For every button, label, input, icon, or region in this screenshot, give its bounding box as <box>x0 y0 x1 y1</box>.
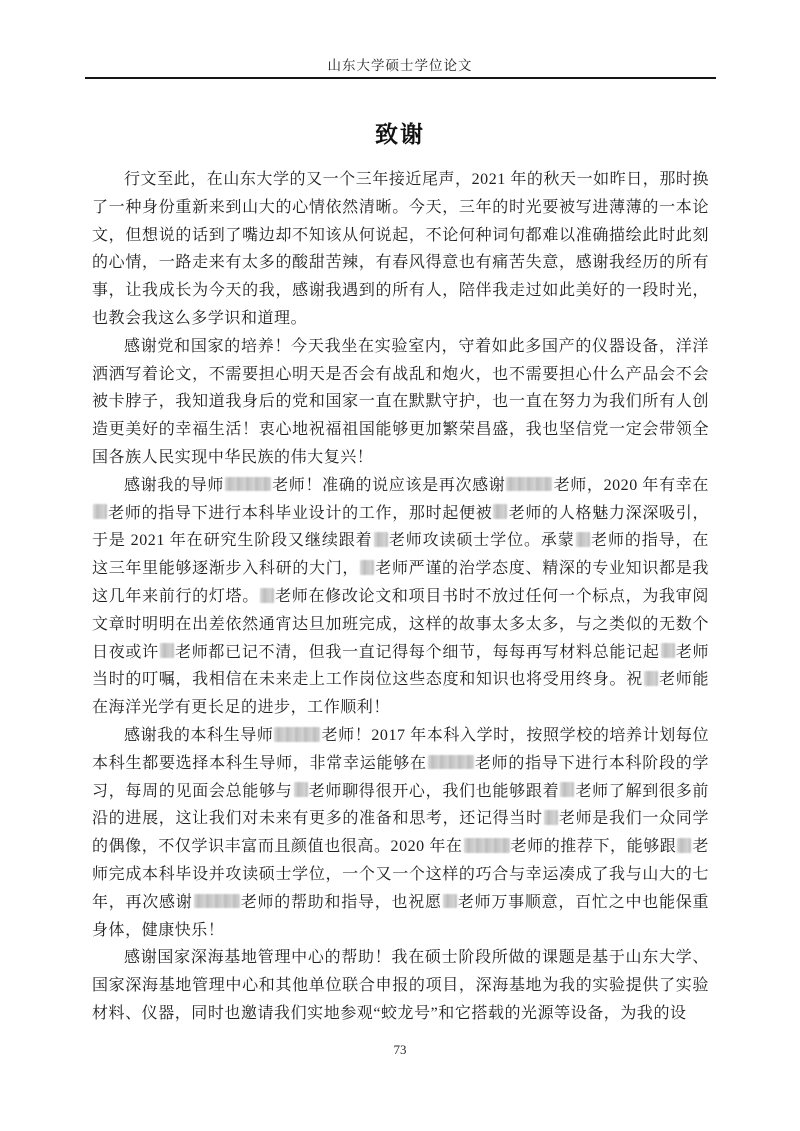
page-number: 73 <box>393 1042 407 1057</box>
page-title: 致谢 <box>375 122 425 147</box>
redacted-name <box>443 894 457 909</box>
redacted-name <box>194 894 240 909</box>
paragraph: 感谢我的导师 老师！准确的说应该是再次感谢 老师，2020 年有幸在老师的指导下进行本科毕业设计的工作，那时起便被 老师的人格魅力深深吸引，于是 2021 年在研究生阶段又继续跟着 老师攻读硕士学位。承蒙 老师的指导，在这三年里能够逐渐步入科研的大门， 老师严谨的治学态度、精深的专业知识都是我这几年来前行的灯塔。 老师在修改论文和项目书时不放过任何一个标点，为我审阅文章时明明在出差依然通宵达旦加班完成，这样的故事太多太多，与之类似的无数个日夜或许 老师都已记不清，但我一直记得每个细节，每每再写材料总能记起 老师当时的叮嘱，我相信在未来走上工作岗位这些态度和知识也将受用终身。祝 老师能在海洋光学有更长足的进步，工作顺利！ <box>92 476 709 717</box>
redacted-name <box>644 671 658 686</box>
redacted-name <box>428 755 474 770</box>
redacted-name <box>294 782 308 797</box>
redacted-name <box>544 810 558 825</box>
paragraph: 行文至此，在山东大学的又一个三年接近尾声，2021 年的秋天一如昨日，那时换了一种身份重新来到山大的心情依然清晰。今天，三年的时光要被写进薄薄的一本论文，但想说的话到了嘴边却不知该从何说起，不论何种词句都难以准确描绘此时此刻的心情，一路走来有太多的酸甜苦辣，有春风得意也有痛苦失意，感谢我经历的所有事，让我成长为今天的我，感谢我遇到的所有人，陪伴我走过如此美好的一段时光，也教会我这么多学识和道理。 <box>92 171 709 327</box>
redacted-name <box>560 782 574 797</box>
redacted-name <box>677 838 691 853</box>
redacted-name <box>374 532 388 547</box>
redacted-name <box>493 504 507 519</box>
redacted-name <box>661 643 675 658</box>
redacted-name <box>464 838 510 853</box>
redacted-name <box>93 504 107 519</box>
redacted-name <box>506 477 552 492</box>
paragraph: 感谢党和国家的培养！今天我坐在实验室内，守着如此多国产的仪器设备，洋洋洒洒写着论文，不需要担心明天是否会有战乱和炮火，也不需要担心什么产品会不会被卡脖子，我知道我身后的党和国家一直在默默守护，也一直在努力为我们所有人创造更美好的幸福生活！衷心地祝福祖国能够更加繁荣昌盛，我也坚信党一定会带领全国各族人民实现中华民族的伟大复兴！ <box>92 337 709 466</box>
header-rule <box>85 77 716 79</box>
paragraph: 感谢我的本科生导师 老师！2017 年本科入学时，按照学校的培养计划每位本科生都要选择本科生导师，非常幸运能够在 老师的指导下进行本科阶段的学习，每周的见面会总能够与 老师聊得很开心，我们也能够跟着 老师了解到很多前沿的进展，这让我们对未来有更多的准备和思考，还记得当时 老师是我们一众同学的偶像，不仅学识丰富而且颜值也很高。2020 年在 老师的推荐下，能够跟 老师完成本科毕设并攻读硕士学位，一个又一个这样的巧合与幸运凑成了我与山大的七年，再次感谢 老师的帮助和指导，也祝愿 老师万事顺意，百忙之中也能保重身体，健康快乐！ <box>92 726 709 939</box>
running-header: 山东大学硕士学位论文 <box>327 58 473 73</box>
redacted-name <box>360 560 374 575</box>
redacted-name <box>274 727 320 742</box>
paragraph: 感谢国家深海基地管理中心的帮助！我在硕士阶段所做的课题是基于山东大学、国家深海基地管理中心和其他单位联合申报的项目，深海基地为我的实验提供了实验材料、仪器，同时也邀请我们实地参观“蛟龙号”和它搭载的光源等设备，为我的设 <box>92 949 709 1022</box>
body-paragraphs <box>92 166 709 1028</box>
redacted-name <box>260 588 274 603</box>
redacted-name <box>160 643 174 658</box>
redacted-name <box>576 532 590 547</box>
redacted-name <box>225 477 271 492</box>
